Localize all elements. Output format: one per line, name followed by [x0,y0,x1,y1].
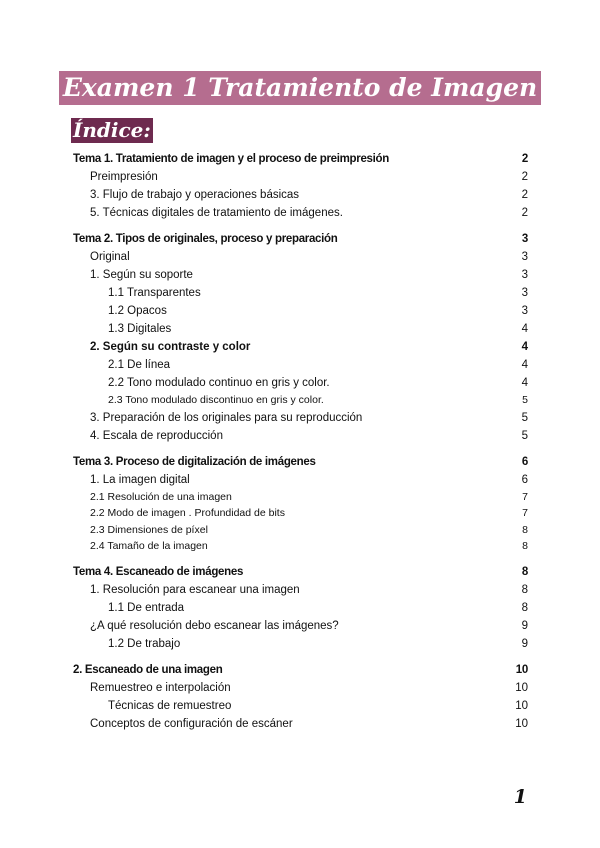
toc-entry[interactable] [73,505,528,522]
toc-entry[interactable] [73,204,528,222]
toc-entry-text: 4. Escala de reproducción [90,429,223,442]
toc-entry-tema-4[interactable] [73,563,528,581]
toc-entry-page: 10 [515,681,528,694]
page-number: 1 [513,786,527,808]
toc-entry[interactable] [73,471,528,489]
toc-entry-page: 4 [521,377,528,389]
index-heading: Índice: [73,118,151,142]
toc-entry-tema-1[interactable] [73,150,528,168]
title-area [0,71,600,105]
toc-entry-text: 5. Técnicas digitales de tratamiento de imágenes. [90,207,343,219]
toc-entry-text: 1.2 Opacos [108,305,167,317]
toc-entry[interactable] [73,522,528,539]
toc-entry-text: 1.1 Transparentes [108,287,201,299]
toc-entry-page: 5 [522,394,528,406]
toc-entry[interactable] [73,599,528,617]
toc-entry-text: 2.1 De línea [108,359,171,371]
toc-entry-page: 5 [521,411,528,424]
toc-entry-text: Preimpresión [90,171,158,183]
toc-entry-page: 2 [521,171,528,183]
toc-entry-tema-2[interactable] [73,230,528,248]
document-title: Examen 1 Tratamiento de Imagen [59,71,541,105]
toc-entry-text: Técnicas de remuestreo [108,699,232,712]
toc-entry-page: 3 [521,305,528,317]
toc-entry-text: 1. Resolución para escanear una imagen [90,583,300,596]
toc-entry-page: 7 [522,490,528,503]
toc-entry-page: 3 [521,287,528,299]
toc-entry-page: 8 [521,565,528,578]
toc-entry[interactable] [73,302,528,320]
toc-entry[interactable] [73,538,528,555]
toc-entry-page: 4 [521,323,528,335]
toc-entry-text: 1. Según su soporte [90,269,193,281]
toc-entry-page: 4 [521,341,528,353]
toc-entry[interactable] [73,266,528,284]
toc-entry[interactable] [73,581,528,599]
toc-entry-text: Original [90,251,130,263]
toc-entry-text: Tema 3. Proceso de digitalización de imágenes [73,455,316,468]
toc-entry-text: 1.1 De entrada [108,601,185,614]
toc-entry-page: 8 [521,601,528,614]
toc-entry-page: 5 [521,429,528,442]
toc-entry-text: 2.3 Tono modulado discontinuo en gris y color. [108,394,324,406]
toc-entry-page: 8 [521,583,528,596]
toc-entry-text: 1. La imagen digital [90,473,190,486]
toc-entry-text: Tema 2. Tipos de originales, proceso y preparación [73,233,338,245]
toc-entry[interactable] [73,617,528,635]
toc-entry-text: Remuestreo e interpolación [90,681,231,694]
toc-entry-text: 2.3 Dimensiones de píxel [90,523,208,536]
toc-entry[interactable] [73,715,528,733]
toc-entry[interactable] [73,697,528,715]
toc-entry-text: Tema 4. Escaneado de imágenes [73,565,244,578]
toc-entry[interactable] [73,392,528,409]
toc-entry-page: 6 [521,455,528,468]
toc-entry-text: 1.2 De trabajo [108,637,181,650]
table-of-contents [73,150,528,733]
toc-entry[interactable] [73,489,528,506]
toc-entry-text: 2.2 Tono modulado continuo en gris y color. [108,377,330,389]
toc-entry[interactable] [73,679,528,697]
toc-entry-page: 10 [515,663,528,676]
toc-entry-page: 9 [521,637,528,650]
toc-entry-page: 7 [522,507,528,519]
toc-entry-text: 3. Preparación de los originales para su reproducción [90,411,363,424]
toc-entry-text: ¿A qué resolución debo escanear las imágenes? [90,619,339,632]
toc-entry-page: 4 [521,359,528,371]
toc-entry[interactable] [73,409,528,427]
toc-entry-text: 3. Flujo de trabajo y operaciones básicas [90,189,300,201]
toc-entry[interactable] [73,374,528,392]
toc-entry-text: 1.3 Digitales [108,323,172,335]
toc-entry-page: 2 [521,189,528,201]
toc-entry-page: 10 [515,699,528,712]
toc-entry-page: 9 [521,619,528,632]
toc-entry[interactable] [73,186,528,204]
toc-entry-text: 2.4 Tamaño de la imagen [90,540,208,552]
toc-entry[interactable] [73,284,528,302]
toc-entry[interactable] [73,168,528,186]
toc-entry-text: 2. Según su contraste y color [90,341,251,353]
toc-entry[interactable] [73,635,528,653]
toc-entry[interactable] [73,427,528,445]
toc-entry-text: 2.2 Modo de imagen . Profundidad de bits [90,507,285,519]
toc-entry-page: 3 [521,269,528,281]
toc-entry-page: 2 [521,153,528,165]
toc-entry-page: 2 [521,207,528,219]
toc-entry-text: 2. Escaneado de una imagen [73,663,223,676]
toc-entry[interactable] [73,338,528,356]
toc-entry-page: 10 [515,717,528,730]
toc-entry-text: Conceptos de configuración de escáner [90,717,293,730]
toc-entry-escaneado[interactable] [73,661,528,679]
toc-entry-text: 2.1 Resolución de una imagen [90,490,232,503]
toc-entry-tema-3[interactable] [73,453,528,471]
toc-entry[interactable] [73,248,528,266]
index-heading-area [71,118,153,143]
toc-entry-page: 8 [522,540,528,552]
toc-entry[interactable] [73,356,528,374]
toc-entry[interactable] [73,320,528,338]
toc-entry-page: 3 [521,251,528,263]
toc-entry-page: 6 [521,473,528,486]
toc-entry-text: Tema 1. Tratamiento de imagen y el proceso de preimpresión [73,153,389,165]
toc-entry-page: 8 [522,523,528,536]
toc-entry-page: 3 [521,233,528,245]
